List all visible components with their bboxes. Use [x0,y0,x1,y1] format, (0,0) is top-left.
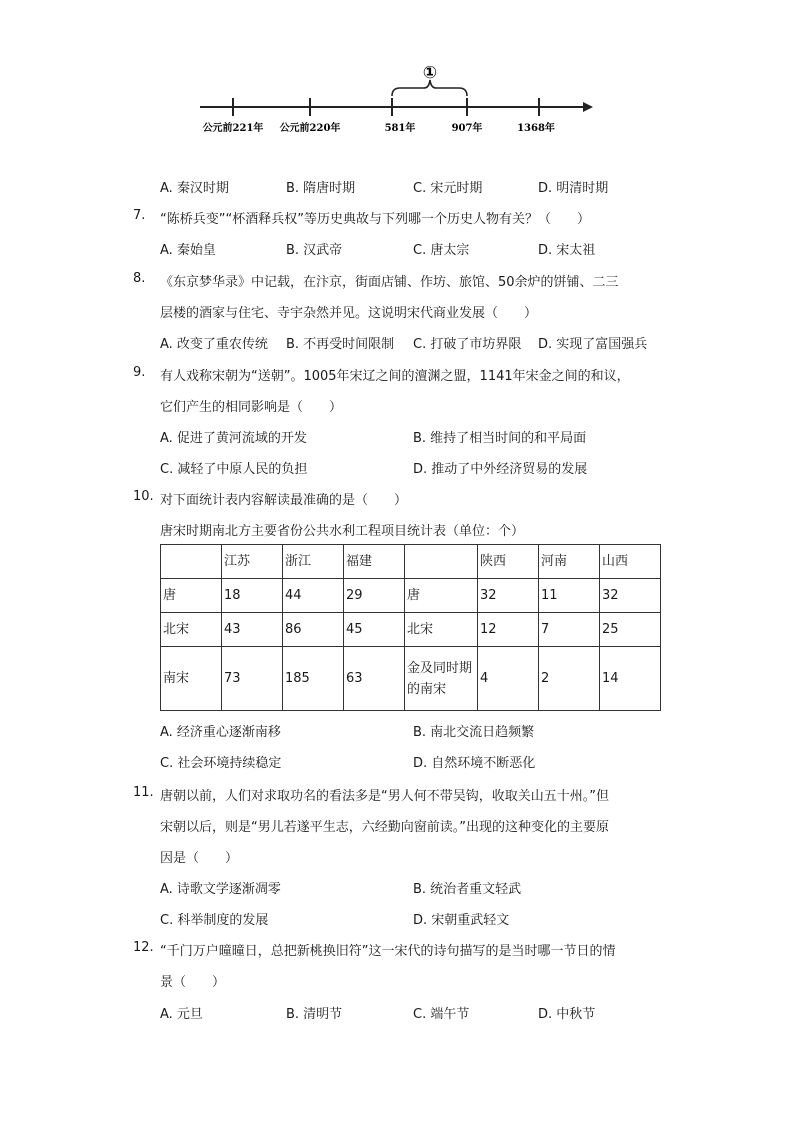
question-text-line: 唐朝以前，人们对求取功名的看法多是“男人何不带吴钩，收取关山五十州。”但 [160,789,609,804]
table-cell: 32 [600,579,661,613]
table-cell: 185 [283,647,344,711]
table-cell: 25 [600,613,661,647]
question-text-line: “千门万户曈曈日，总把新桃换旧符”这一宋代的诗句描写的是当时哪一节日的情 [160,944,616,959]
table-cell: 43 [222,613,283,647]
table-cell: 陕西 [478,545,539,579]
q6-option-c[interactable]: C. 宋元时期 [413,181,483,196]
table-cell: 4 [478,647,539,711]
table-row [161,613,661,647]
table-title: 唐宋时期南北方主要省份公共水利工程项目统计表（单位：个） [160,524,525,539]
table-header-row [161,545,661,579]
q10-option-d[interactable]: D. 自然环境不断恶化 [413,756,536,771]
question-number: 8. [133,271,146,286]
question-text-line: 因是（ ） [160,851,239,866]
q8-option-c[interactable]: C. 打破了市坊界限 [413,337,522,352]
table-cell: 江苏 [222,545,283,579]
q11-option-c[interactable]: C. 科举制度的发展 [160,913,269,928]
table-cell: 29 [344,579,405,613]
table-cell: 南宋 [161,647,222,711]
q9-option-b[interactable]: B. 维持了相当时间的和平局面 [413,431,587,446]
timeline-figure [195,58,605,138]
question-number: 7. [133,208,146,223]
q11-option-a[interactable]: A. 诗歌文学逐渐凋零 [160,882,281,897]
question-number: 11. [133,785,154,800]
table-cell: 山西 [600,545,661,579]
q10-option-a[interactable]: A. 经济重心逐渐南移 [160,725,281,740]
timeline-marker: ① [422,63,438,83]
table-cell: 12 [478,613,539,647]
question-text-line: 《东京梦华录》中记载，在汴京，街面店铺、作坊、旅馆、50余炉的饼铺、二三 [160,275,619,290]
table-cell: 86 [283,613,344,647]
statistics-table [160,544,661,711]
q12-option-d[interactable]: D. 中秋节 [538,1007,596,1022]
timeline-label: 公元前220年 [279,123,341,134]
q12-option-b[interactable]: B. 清明节 [286,1007,343,1022]
table-cell: 浙江 [283,545,344,579]
q8-option-b[interactable]: B. 不再受时间限制 [286,337,395,352]
table-cell: 14 [600,647,661,711]
table-row [161,647,661,711]
table-row [161,579,661,613]
timeline-label: 581年 [384,123,416,134]
q7-option-c[interactable]: C. 唐太宗 [413,243,470,258]
table-cell: 福建 [344,545,405,579]
q11-option-d[interactable]: D. 宋朝重武轻文 [413,913,510,928]
table-cell: 44 [283,579,344,613]
q6-option-a[interactable]: A. 秦汉时期 [160,181,229,196]
question-text-line: 宋朝以后，则是“男儿若遂平生志，六经勤向窗前读。”出现的这种变化的主要原 [160,820,609,835]
timeline-label: 907年 [451,123,483,134]
question-text: 对下面统计表内容解读最准确的是（ ） [160,493,408,508]
q6-option-d[interactable]: D. 明清时期 [538,181,609,196]
question-number: 10. [133,489,154,504]
question-number: 12. [133,940,154,955]
table-cell: 北宋 [161,613,222,647]
q9-option-d[interactable]: D. 推动了中外经济贸易的发展 [413,462,588,477]
table-cell: 唐 [405,579,478,613]
table-cell: 18 [222,579,283,613]
q6-option-b[interactable]: B. 隋唐时期 [286,181,356,196]
q7-option-a[interactable]: A. 秦始皇 [160,243,216,258]
question-text-line: 有人戏称宋朝为“送朝”。1005年宋辽之间的澶渊之盟，1141年宋金之间的和议， [160,369,630,384]
q8-option-d[interactable]: D. 实现了富国强兵 [538,337,648,352]
q10-option-b[interactable]: B. 南北交流日趋频繁 [413,725,535,740]
q8-option-a[interactable]: A. 改变了重农传统 [160,337,268,352]
question-text-line: 它们产生的相同影响是（ ） [160,400,343,415]
q12-option-a[interactable]: A. 元旦 [160,1007,203,1022]
q7-option-b[interactable]: B. 汉武帝 [286,243,343,258]
question-text-line: 层楼的酒家与住宅、寺宇杂然并见。这说明宋代商业发展（ ） [160,306,538,321]
q12-option-c[interactable]: C. 端午节 [413,1007,470,1022]
timeline-arrowhead [583,102,593,112]
table-cell: 73 [222,647,283,711]
table-cell: 唐 [161,579,222,613]
q9-option-c[interactable]: C. 减轻了中原人民的负担 [160,462,308,477]
question-number: 9. [133,365,146,380]
q10-option-c[interactable]: C. 社会环境持续稳定 [160,756,282,771]
table-cell: 45 [344,613,405,647]
table-cell [405,545,478,579]
table-cell: 北宋 [405,613,478,647]
question-text: “陈桥兵变”“杯酒释兵权”等历史典故与下列哪一个历史人物有关？（ ） [160,212,590,227]
table-cell [161,545,222,579]
timeline-label: 公元前221年 [202,123,264,134]
timeline-label: 1368年 [517,123,555,134]
q9-option-a[interactable]: A. 促进了黄河流域的开发 [160,431,307,446]
q11-option-b[interactable]: B. 统治者重文轻武 [413,882,522,897]
table-cell: 11 [539,579,600,613]
table-cell: 7 [539,613,600,647]
q7-option-d[interactable]: D. 宋太祖 [538,243,596,258]
question-text-line: 景（ ） [160,975,226,990]
table-cell: 金及同时期的南宋 [405,647,478,711]
table-cell: 2 [539,647,600,711]
table-cell: 32 [478,579,539,613]
table-cell: 63 [344,647,405,711]
table-cell: 河南 [539,545,600,579]
